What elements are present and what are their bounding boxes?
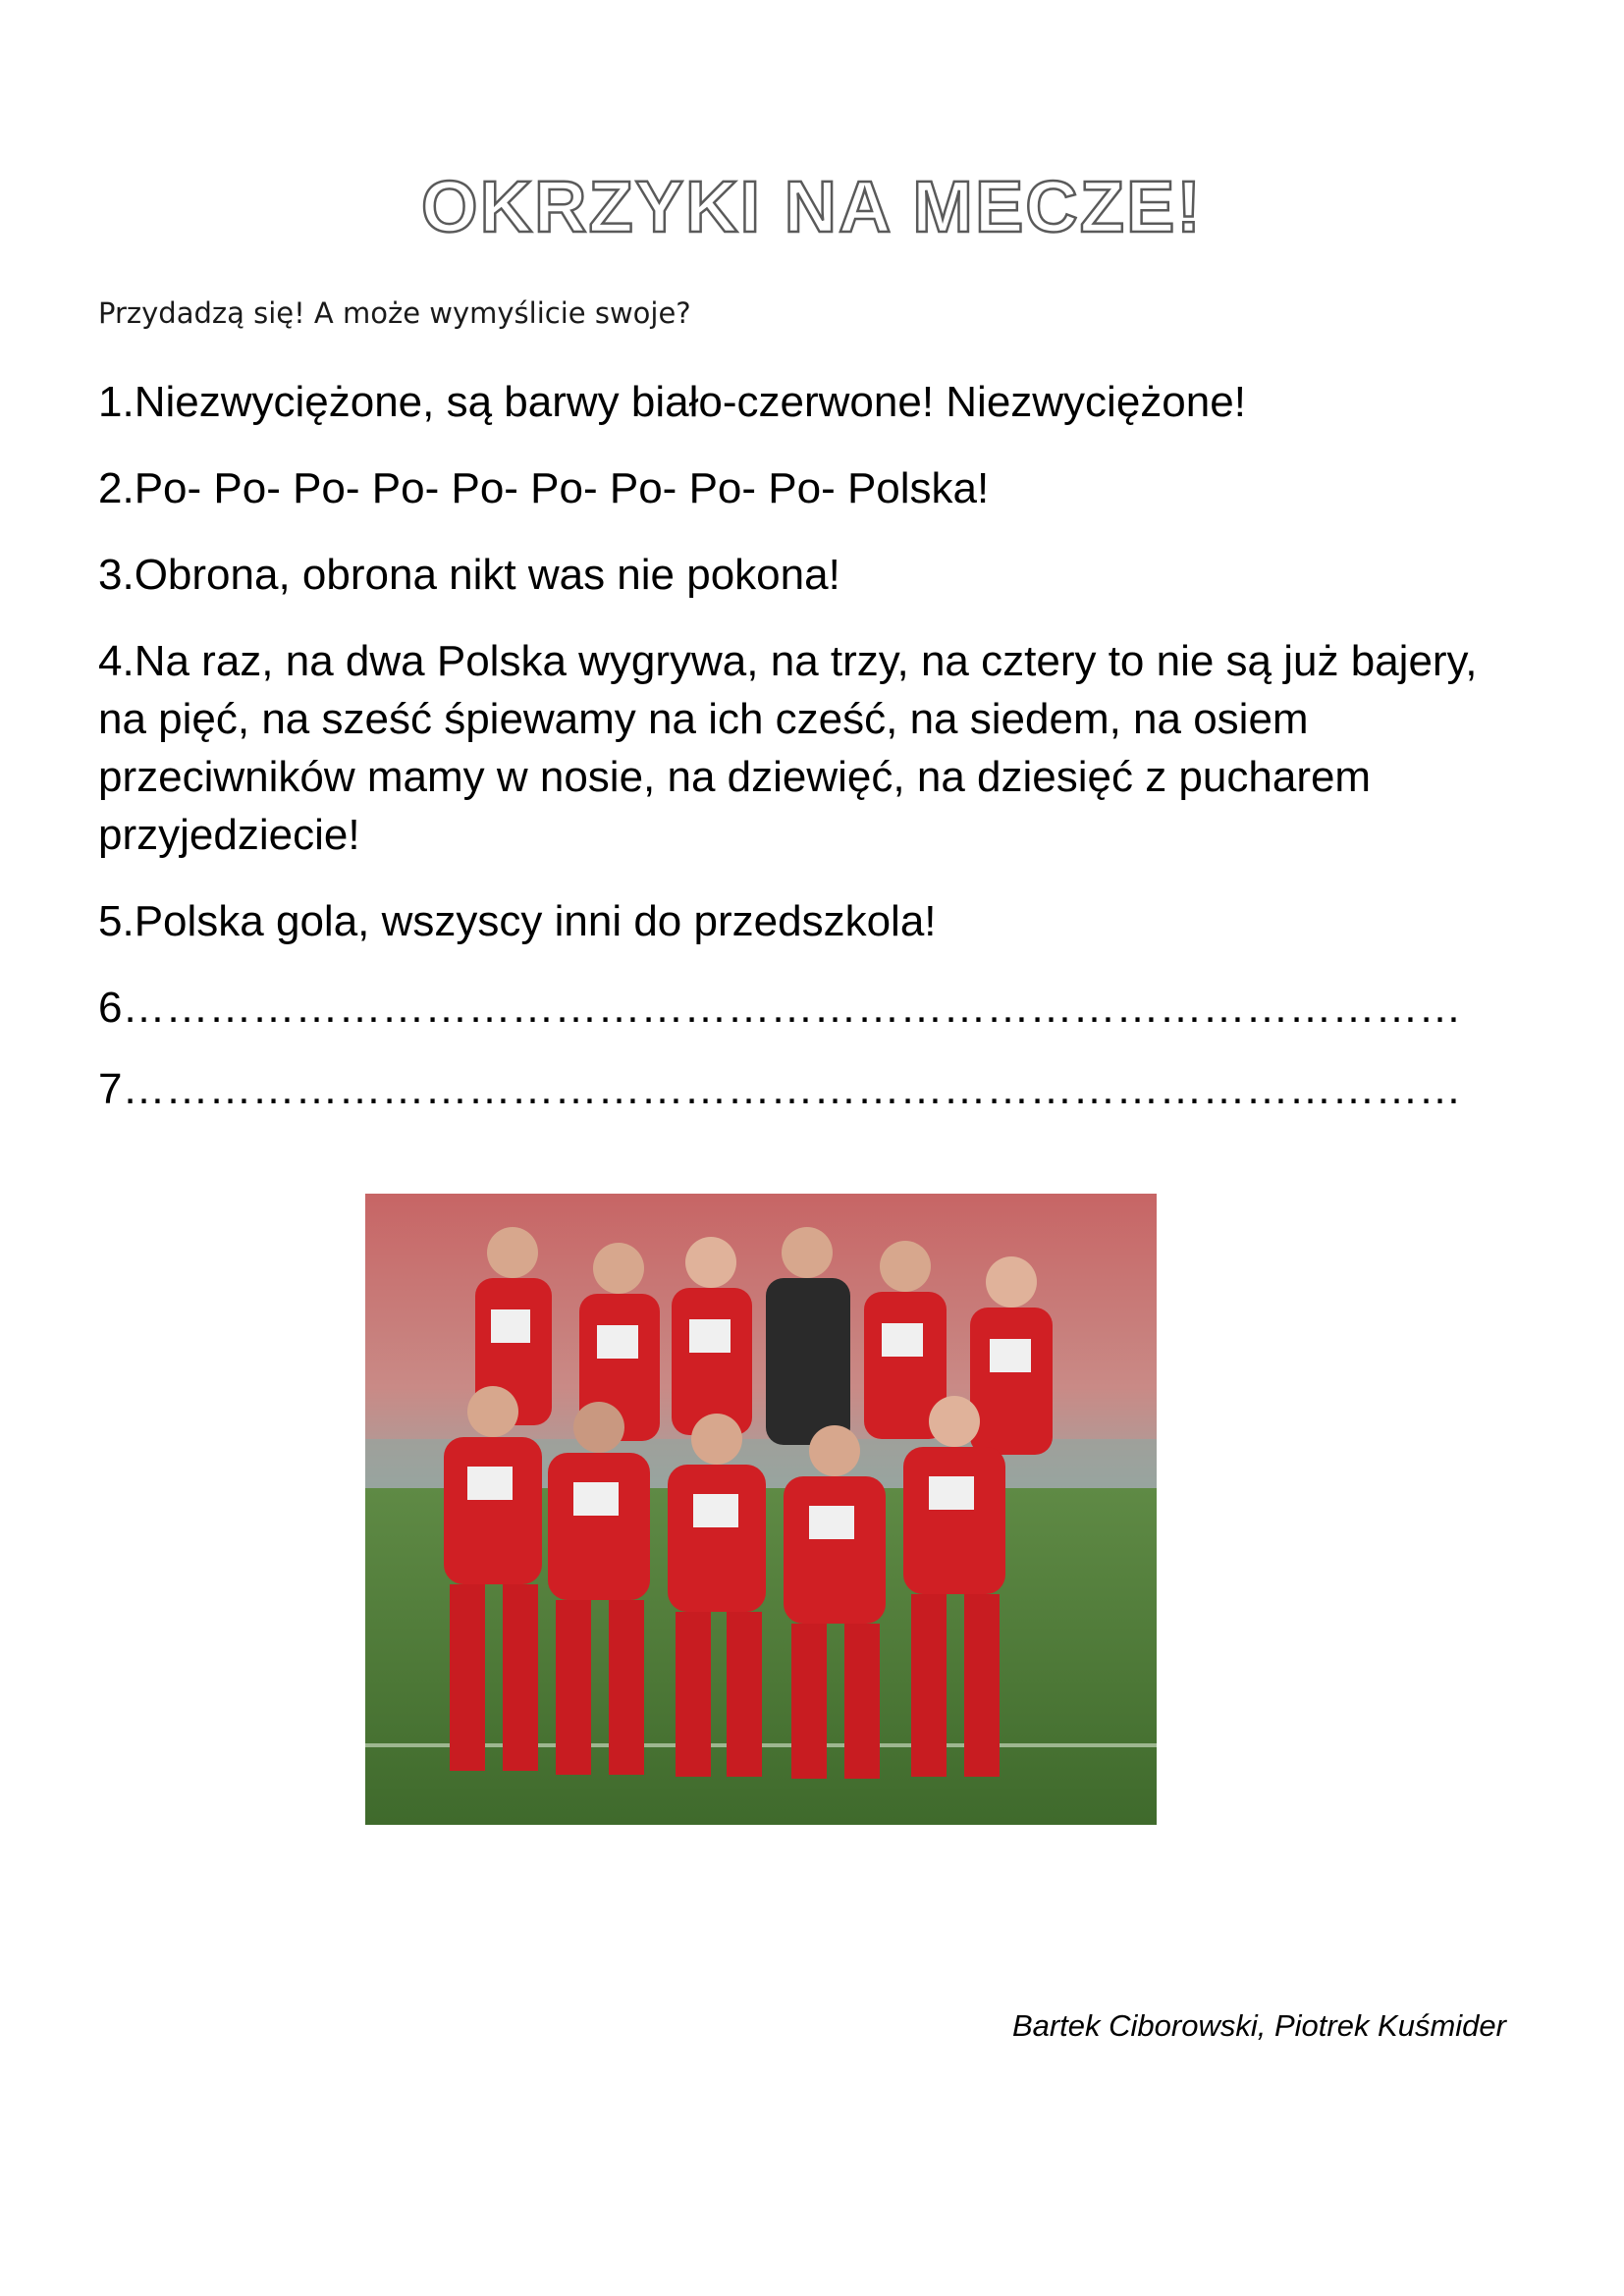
chant-blank-6: 6………………………………………………………………………………… (98, 984, 1462, 1032)
chant-blank-7: 7………………………………………………………………………………… (98, 1065, 1462, 1113)
page-subtitle: Przydadzą się! A może wymyślicie swoje? (98, 296, 691, 330)
page-title: OKRZYKI NA MECZE! (421, 166, 1203, 247)
chant-item-4: 4.Na raz, na dwa Polska wygrywa, na trzy, na cztery to nie są już bajery, na pięć, na sześć śpiewamy na ich cześć, na siedem, na osiem przeciwników mamy w nosie, na dziewięć, na dziesięć z pucharem przyjedziecie! (98, 637, 1478, 859)
team-photo (365, 1194, 1157, 1825)
chant-item-5: 5.Polska gola, wszyscy inni do przedszkola! (98, 897, 937, 945)
chant-list (98, 373, 1522, 1142)
chant-item-3: 3.Obrona, obrona nikt was nie pokona! (98, 551, 840, 599)
authors-credit: Bartek Ciborowski, Piotrek Kuśmider (1011, 2008, 1506, 2043)
chant-item-2: 2.Po- Po- Po- Po- Po- Po- Po- Po- Po- Polska! (98, 464, 990, 512)
chant-item-1: 1.Niezwyciężone, są barwy biało-czerwone! Niezwyciężone! (98, 378, 1246, 426)
